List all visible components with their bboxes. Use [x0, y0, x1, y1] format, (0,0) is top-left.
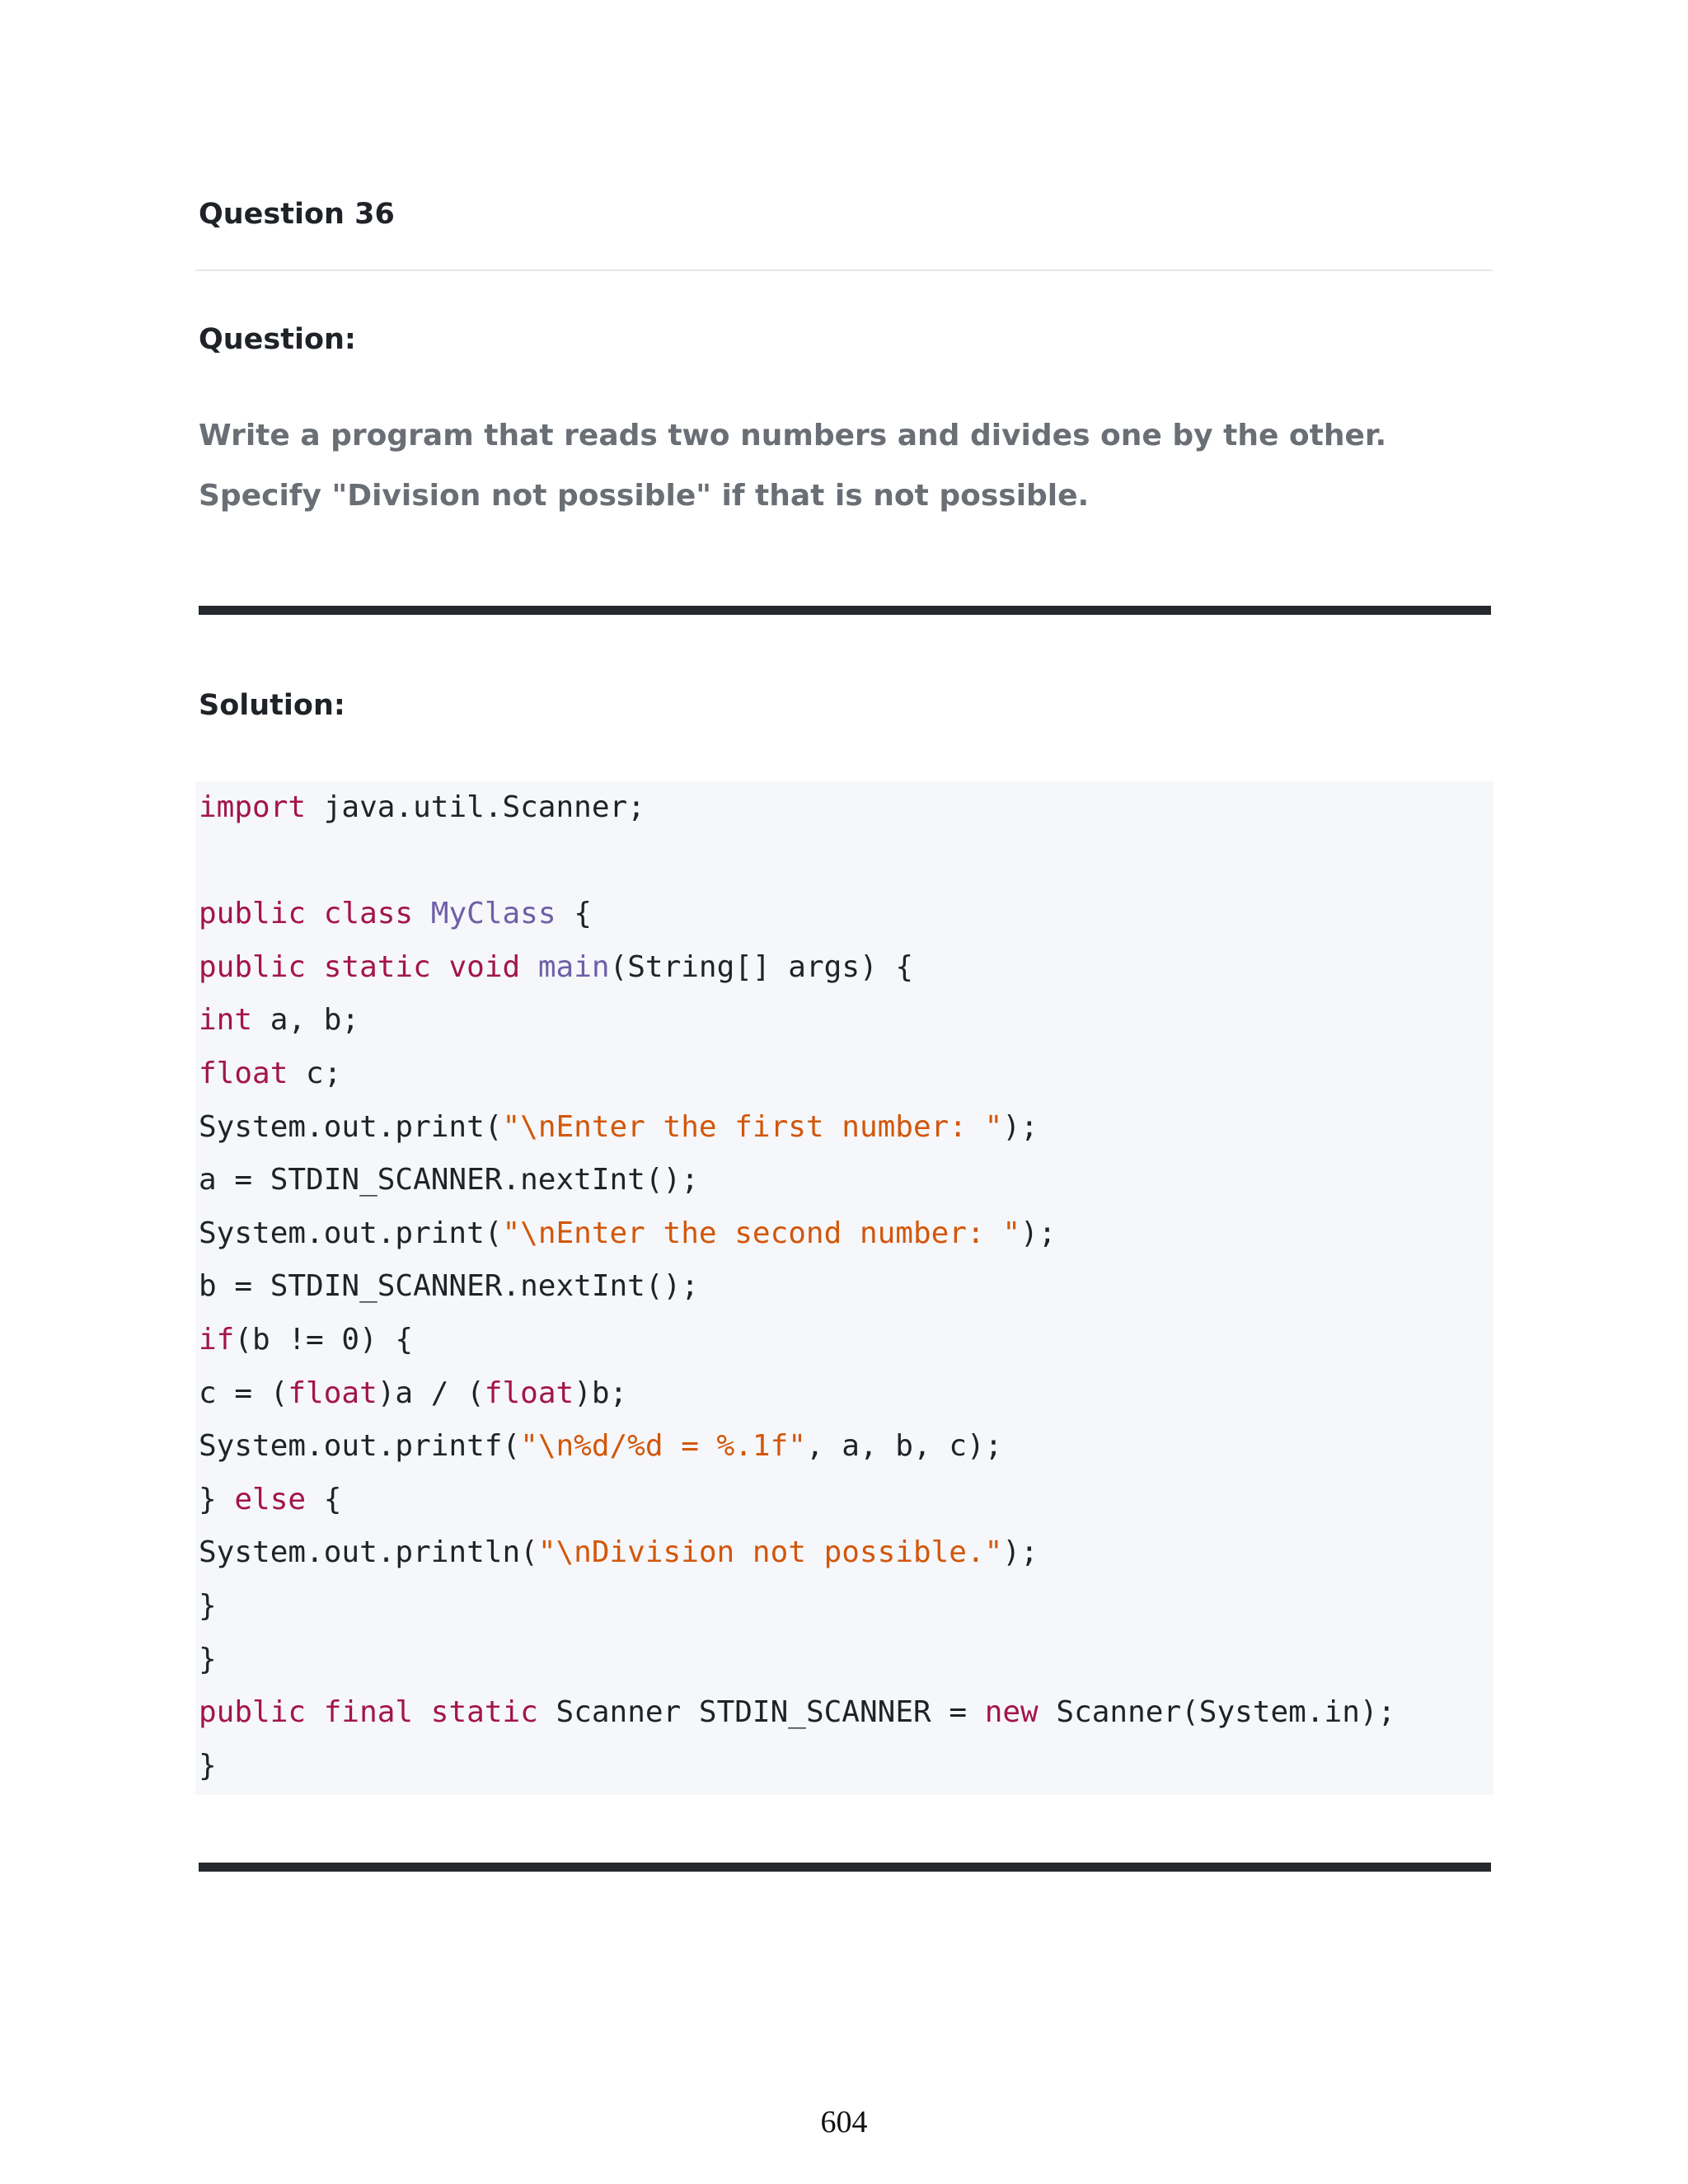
- code-token: float: [484, 1376, 574, 1410]
- code-line: [199, 1207, 1395, 1261]
- code-token: float: [199, 1056, 288, 1090]
- code-token: }: [199, 1588, 217, 1623]
- code-token: [413, 1695, 431, 1729]
- code-token: static: [323, 949, 431, 984]
- code-token: else: [234, 1482, 307, 1516]
- code-line: [199, 994, 1395, 1047]
- code-line: [199, 835, 1395, 888]
- code-token: new: [984, 1695, 1039, 1730]
- code-token: a = STDIN_SCANNER.nextInt();: [199, 1163, 699, 1197]
- solution-label: Solution:: [199, 689, 345, 722]
- code-token: main: [537, 949, 610, 984]
- code-token: if: [199, 1322, 235, 1357]
- code-token: static: [430, 1695, 538, 1730]
- code-line: [199, 1474, 1395, 1527]
- code-token: }: [199, 1642, 217, 1676]
- code-token: [431, 950, 449, 984]
- code-line: [199, 1314, 1395, 1367]
- code-line: [199, 1633, 1395, 1687]
- code-line: [199, 1526, 1395, 1580]
- code-token: a, b;: [252, 1003, 360, 1038]
- code-token: MyClass: [430, 897, 556, 931]
- code-token: java.util.Scanner;: [306, 790, 645, 824]
- code-token: [306, 897, 324, 930]
- code-token: )a / (: [377, 1376, 485, 1410]
- code-line: [199, 888, 1395, 941]
- code-token: public: [199, 897, 307, 931]
- code-token: }: [199, 1482, 235, 1516]
- code-line: [199, 1101, 1395, 1155]
- code-token: System.out.print(: [199, 1216, 503, 1250]
- code-token: }: [199, 1748, 217, 1783]
- code-token: (String[] args) {: [609, 949, 914, 984]
- question-label: Question:: [199, 323, 356, 356]
- code-token: "\nEnter the first number: ": [502, 1109, 1003, 1144]
- heading-divider: [195, 269, 1493, 271]
- code-line: [199, 941, 1395, 995]
- code-token: b = STDIN_SCANNER.nextInt();: [199, 1269, 699, 1304]
- code-token: int: [199, 1003, 253, 1038]
- code-token: Scanner(System.in);: [1038, 1695, 1396, 1730]
- code-token: "\nDivision not possible.": [537, 1535, 1003, 1570]
- question-text: Write a program that reads two numbers and divides one by the other. Specify "Division not possible" if that is not possible.: [199, 419, 1387, 513]
- code-token: [306, 1695, 324, 1729]
- code-line: [199, 1260, 1395, 1314]
- code-line: [199, 1154, 1395, 1207]
- code-token: class: [323, 897, 414, 931]
- code-token: [520, 950, 538, 984]
- code-token: public: [199, 1695, 307, 1730]
- code-token: System.out.print(: [199, 1109, 503, 1144]
- code-token: c;: [288, 1056, 342, 1090]
- code-token: c = (: [199, 1376, 288, 1410]
- code-line: [199, 1420, 1395, 1474]
- code-token: "\nEnter the second number: ": [502, 1216, 1021, 1250]
- code-token: {: [306, 1482, 342, 1516]
- code-token: import: [199, 790, 307, 824]
- code-listing: [199, 781, 1395, 1793]
- code-line: [199, 1580, 1395, 1633]
- code-line: [199, 781, 1395, 835]
- code-token: public: [199, 949, 307, 984]
- code-token: float: [288, 1376, 377, 1410]
- code-token: );: [1002, 1535, 1039, 1570]
- code-token: System.out.printf(: [199, 1429, 521, 1464]
- code-line: [199, 1367, 1395, 1421]
- page-number: 604: [820, 2105, 868, 2139]
- section-divider-top: [199, 606, 1491, 615]
- code-token: [306, 950, 324, 984]
- code-token: );: [1002, 1109, 1039, 1144]
- code-token: Scanner STDIN_SCANNER =: [537, 1695, 985, 1730]
- code-token: void: [448, 949, 521, 984]
- section-divider-bottom: [199, 1863, 1491, 1872]
- code-token: "\n%d/%d = %.1f": [520, 1429, 806, 1464]
- code-token: final: [323, 1695, 414, 1730]
- code-line: [199, 1047, 1395, 1101]
- question-heading: Question 36: [199, 198, 395, 231]
- code-token: )b;: [574, 1376, 628, 1410]
- code-token: (b != 0) {: [234, 1322, 414, 1357]
- code-token: );: [1020, 1216, 1057, 1250]
- code-line: [199, 1686, 1395, 1740]
- code-token: , a, b, c);: [805, 1429, 1003, 1464]
- code-token: [413, 897, 431, 930]
- code-token: System.out.println(: [199, 1535, 538, 1570]
- code-line: [199, 1740, 1395, 1793]
- code-token: {: [556, 897, 592, 931]
